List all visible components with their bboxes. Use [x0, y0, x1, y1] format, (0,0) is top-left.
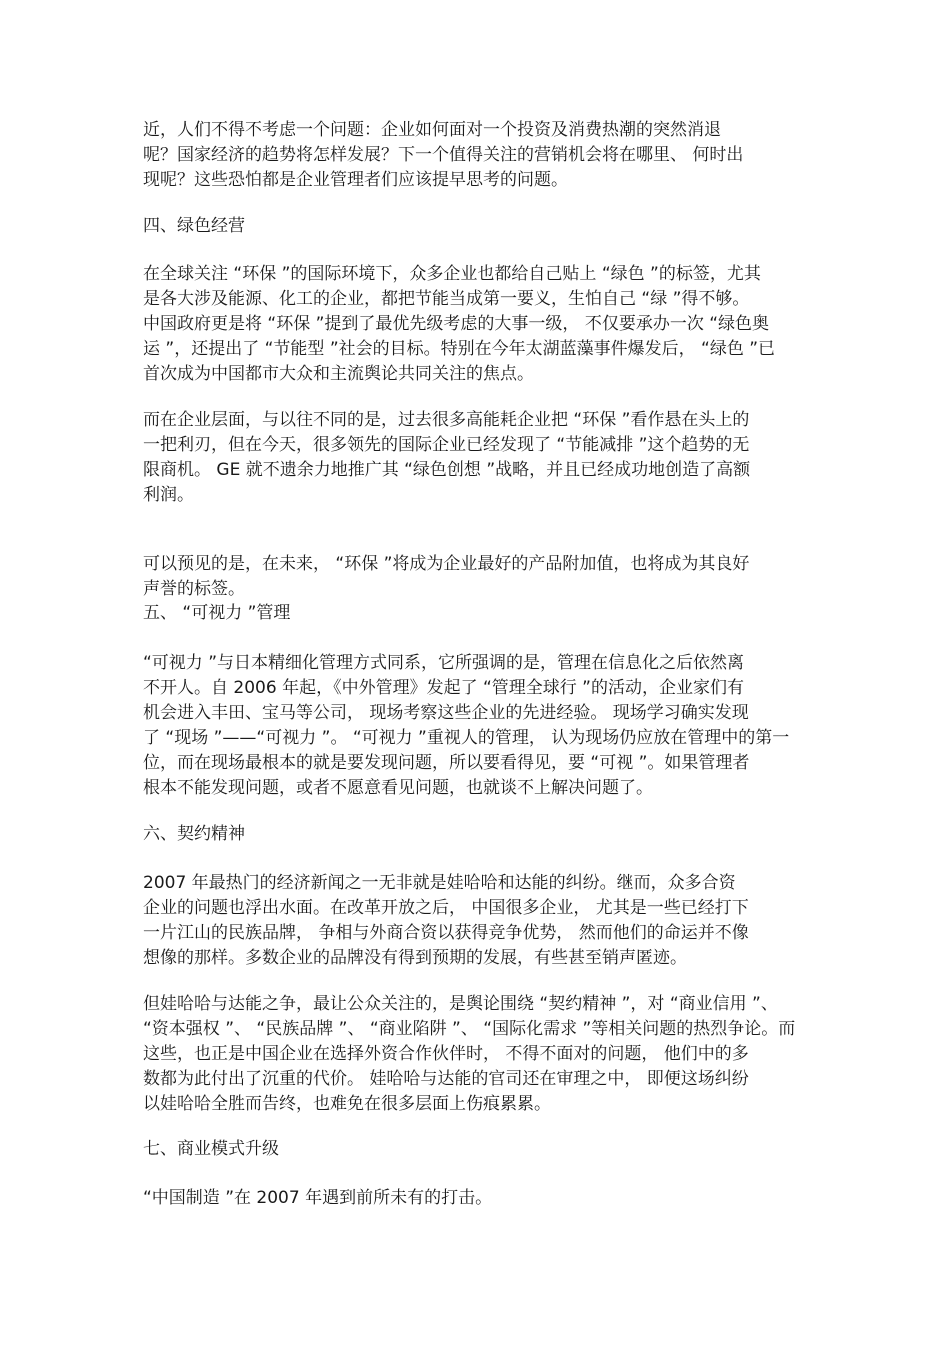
heading-text: 六、契约精神	[143, 824, 245, 844]
heading-text: 七、商业模式升级	[143, 1139, 279, 1159]
text-line: 根本不能发现问题，或者不愿意看见问题，也就谈不上解决问题了。	[143, 778, 653, 798]
text-line: 是各大涉及能源、化工的企业，都把节能当成第一要义，生怕自己 “绿 ”得不够。	[143, 289, 750, 309]
text-line: “可视力 ”与日本精细化管理方式同系，它所强调的是，管理在信息化之后依然离	[143, 653, 745, 673]
text-line: 中国政府更是将 “环保 ”提到了最优先级考虑的大事一级， 不仅要承办一次 “绿色奥	[143, 314, 770, 334]
text-line: 想像的那样。多数企业的品牌没有得到预期的发展，有些甚至销声匿迹。	[143, 948, 687, 968]
text-line: 2007 年最热门的经济新闻之一无非就是娃哈哈和达能的纠纷。继而，众多合资	[143, 873, 736, 893]
section-heading-visibility	[143, 601, 813, 626]
paragraph-green-2	[143, 408, 813, 508]
text-line: 一片江山的民族品牌， 争相与外商合资以获得竞争优势， 然而他们的命运并不像	[143, 923, 749, 943]
text-line: “资本强权 ”、 “民族品牌 ”、 “商业陷阱 ”、 “国际化需求 ”等相关问题的热烈争论。而	[143, 1019, 796, 1039]
text-line: 以娃哈哈全胜而告终，也难免在很多层面上伤痕累累。	[143, 1094, 551, 1114]
text-line: 而在企业层面，与以往不同的是，过去很多高能耗企业把 “环保 ”看作悬在头上的	[143, 410, 750, 430]
text-line: 了 “现场 ”——“可视力 ”。 “可视力 ”重视人的管理， 认为现场仍应放在管理中的第一	[143, 728, 790, 748]
text-line: 企业的问题也浮出水面。在改革开放之后， 中国很多企业， 尤其是一些已经打下	[143, 898, 749, 918]
text-line: 利润。	[143, 485, 194, 505]
text-line: 限商机。 GE 就不遗余力地推广其 “绿色创想 ”战略，并且已经成功地创造了高额	[143, 460, 751, 480]
paragraph-intro	[143, 118, 813, 193]
text-line: 呢？国家经济的趋势将怎样发展？下一个值得关注的营销机会将在哪里、 何时出	[143, 145, 744, 165]
text-line: 运 ”，还提出了 “节能型 ”社会的目标。特别在今年太湖蓝藻事件爆发后， “绿色 ”已	[143, 339, 776, 359]
section-heading-green-operations	[143, 214, 813, 239]
text-line: 现呢？这些恐怕都是企业管理者们应该提早思考的问题。	[143, 170, 568, 190]
text-line: 一把利刃，但在今天，很多领先的国际企业已经发现了 “节能减排 ”这个趋势的无	[143, 435, 750, 455]
text-line: 机会进入丰田、宝马等公司， 现场考察这些企业的先进经验。 现场学习确实发现	[143, 703, 749, 723]
paragraph-business-model	[143, 1186, 813, 1211]
text-line: 可以预见的是，在未来， “环保 ”将成为企业最好的产品附加值，也将成为其良好	[143, 554, 750, 574]
text-line: “中国制造 ”在 2007 年遇到前所未有的打击。	[143, 1188, 493, 1208]
text-line: 但娃哈哈与达能之争，最让公众关注的，是舆论围绕 “契约精神 ”，对 “商业信用 ”、	[143, 994, 778, 1014]
text-line: 声誉的标签。	[143, 579, 245, 599]
paragraph-contract-2	[143, 992, 813, 1117]
text-line: 位，而在现场最根本的就是要发现问题，所以要看得见，要 “可视 ”。如果管理者	[143, 753, 750, 773]
text-line: 这些，也正是中国企业在选择外资合作伙伴时， 不得不面对的问题， 他们中的多	[143, 1044, 749, 1064]
paragraph-contract-1	[143, 871, 813, 971]
text-line: 数都为此付出了沉重的代价。 娃哈哈与达能的官司还在审理之中， 即便这场纠纷	[143, 1069, 749, 1089]
text-line: 首次成为中国都市大众和主流舆论共同关注的焦点。	[143, 364, 534, 384]
paragraph-visibility	[143, 651, 813, 801]
text-line: 不开人。自 2006 年起，《中外管理》发起了 “管理全球行 ”的活动，企业家们有	[143, 678, 744, 698]
text-line: 在全球关注 “环保 ”的国际环境下，众多企业也都给自己贴上 “绿色 ”的标签，尤其	[143, 264, 761, 284]
text-line: 近，人们不得不考虑一个问题：企业如何面对一个投资及消费热潮的突然消退	[143, 120, 721, 140]
heading-text: 四、绿色经营	[143, 216, 245, 236]
section-heading-contract-spirit	[143, 822, 813, 847]
heading-text: 五、 “可视力 ”管理	[143, 603, 291, 623]
paragraph-green-1	[143, 262, 813, 387]
paragraph-green-3	[143, 552, 813, 602]
section-heading-business-model	[143, 1137, 813, 1162]
